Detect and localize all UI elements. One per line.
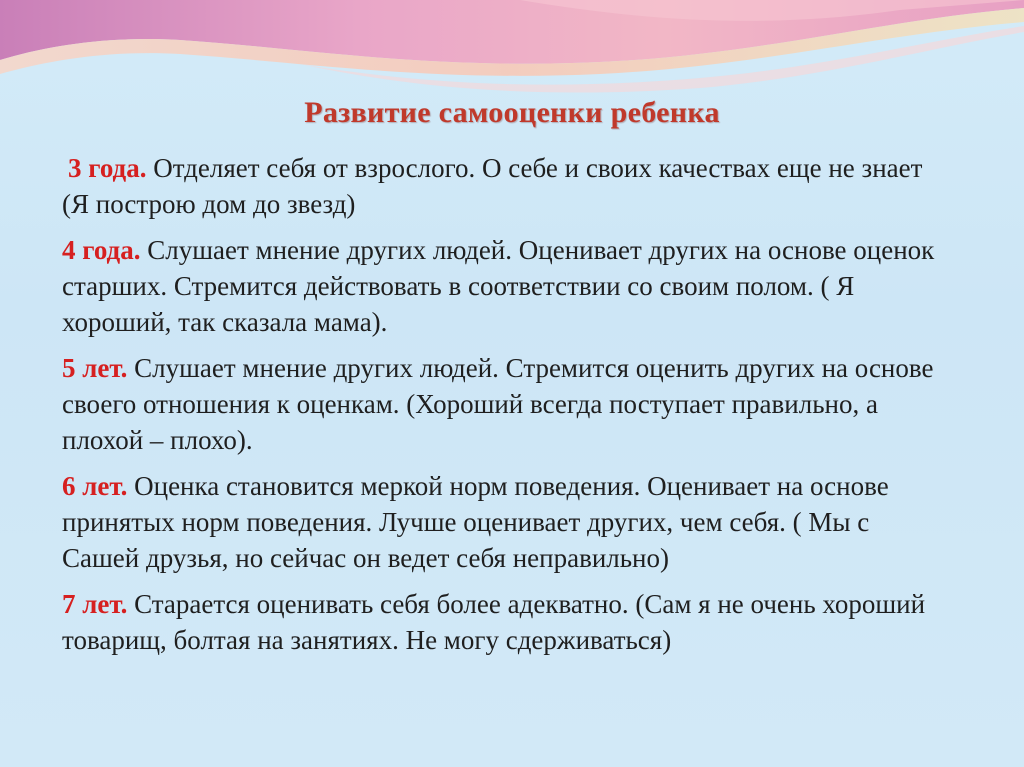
age-paragraph-4 xyxy=(62,232,942,340)
age-description: Оценка становится меркой норм поведения. Оценивает на основе принятых норм поведения. Лучше оценивает других, чем себя. ( Мы с Сашей друзья, но сейчас он ведет себя неправильно) xyxy=(62,471,889,573)
slide-title: Развитие самооценки ребенка xyxy=(304,96,720,129)
age-label: 6 лет. xyxy=(62,471,128,501)
age-label: 3 года. xyxy=(68,153,147,183)
age-description: Отделяет себя от взрослого. О себе и своих качествах еще не знает (Я построю дом до звезд) xyxy=(62,153,923,219)
age-paragraph-5 xyxy=(62,350,942,458)
content-list xyxy=(62,150,942,668)
age-label: 4 года. xyxy=(62,235,141,265)
age-paragraph-3 xyxy=(62,150,942,222)
age-label: 5 лет. xyxy=(62,353,128,383)
age-paragraph-7 xyxy=(62,586,942,658)
age-description: Старается оценивать себя более адекватно. (Сам я не очень хороший товарищ, болтая на занятиях. Не могу сдерживаться) xyxy=(62,589,926,655)
age-description: Слушает мнение других людей. Стремится оценить других на основе своего отношения к оценкам. (Хороший всегда поступает правильно, а плохой – плохо). xyxy=(62,353,934,455)
age-label: 7 лет. xyxy=(62,589,128,619)
age-paragraph-6 xyxy=(62,468,942,576)
age-description: Слушает мнение других людей. Оценивает других на основе оценок старших. Стремится действовать в соответствии со своим полом. ( Я хороший, так сказала мама). xyxy=(62,235,935,337)
